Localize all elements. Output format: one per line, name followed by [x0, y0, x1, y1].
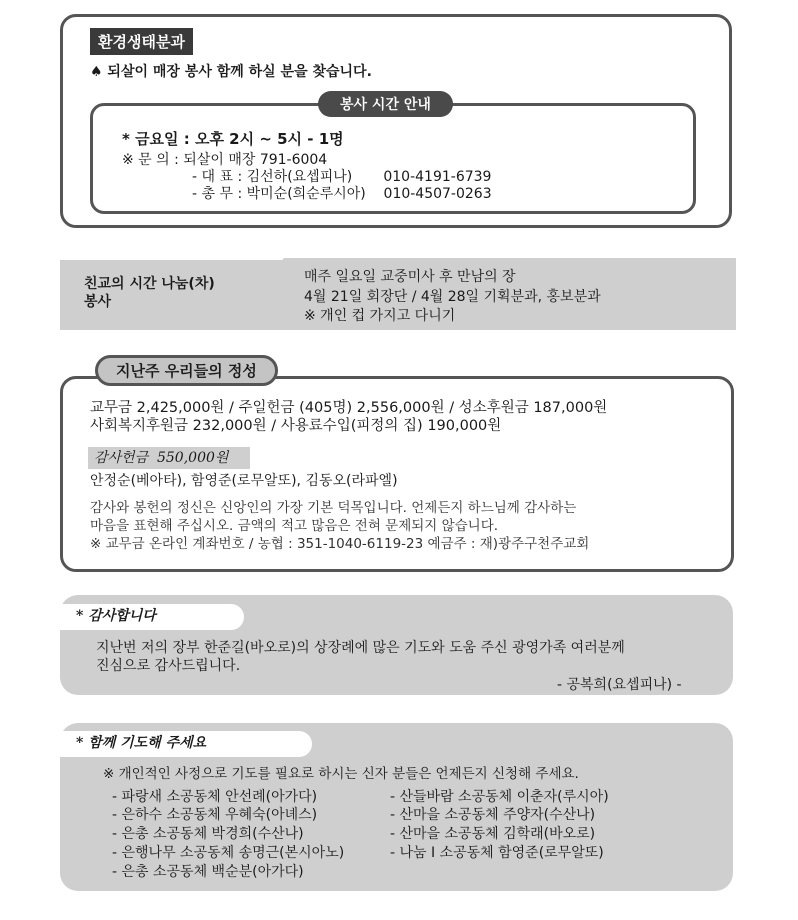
thanks-line-1: 지난번 저의 장부 한준길(바오로)의 상장례에 많은 기도와 도움 주신 광영가족 여러분께	[96, 640, 625, 656]
prayer-tab-label: * 함께 기도해 주세요	[76, 735, 207, 751]
prayer-left-2: - 은하수 소공동체 우혜숙(아녜스)	[112, 807, 318, 823]
offering-note-2: 마음을 표현해 주십시오. 금액의 적고 많음은 전혀 문제되지 않습니다.	[90, 518, 499, 534]
prayer-right-4: - 나눔 I 소공동체 함영준(로무알또)	[390, 845, 604, 861]
volunteer-time-pill: 봉사 시간 안내	[318, 91, 453, 117]
offering-note-3: ※ 교무금 온라인 계좌번호 / 농협 : 351-1040-6119-23 예금주 : 재)광주구천주교회	[90, 536, 590, 552]
eco-line-4: - 총 무 : 박미순(희순루시아) 010-4507-0263	[192, 186, 492, 202]
prayer-left-4: - 은행나무 소공동체 송명근(본시아노)	[112, 845, 345, 861]
thanks-offering-label: 감사헌금 550,000원	[94, 450, 229, 466]
fellowship-line-1: 매주 일요일 교중미사 후 만남의 장	[304, 269, 516, 285]
prayer-intro: ※ 개인적인 사정으로 기도를 필요로 하시는 신자 분들은 언제든지 신청해 주세요.	[103, 766, 579, 782]
eco-line-1: * 금요일 : 오후 2시 ~ 5시 - 1명	[122, 130, 344, 148]
prayer-right-2: - 산마을 소공동체 주양자(수산나)	[390, 807, 596, 823]
offering-pill: 지난주 우리들의 정성	[95, 355, 278, 386]
eco-line-3: - 대 표 : 김선하(요셉피나) 010-4191-6739	[192, 169, 492, 185]
prayer-right-1: - 산들바람 소공동체 이춘자(루시아)	[390, 789, 609, 805]
fellowship-line-2: 4월 21일 회장단 / 4월 28일 기획분과, 홍보분과	[304, 289, 601, 305]
prayer-left-1: - 파랑새 소공동체 안선례(아가다)	[112, 789, 318, 805]
thanks-signature: - 공복희(요셉피나) -	[557, 677, 682, 693]
thanks-line-2: 진심으로 감사드립니다.	[96, 658, 241, 674]
fellowship-title: 친교의 시간 나눔(차)	[84, 276, 215, 292]
eco-headline: ♠ 되살이 매장 봉사 함께 하실 분을 찾습니다.	[90, 64, 372, 80]
thanks-offering-names: 안정순(베아타), 함영준(로무알또), 김동오(라파엘)	[90, 473, 398, 489]
offering-line-1: 교무금 2,425,000원 / 주일헌금 (405명) 2,556,000원 / 성소후원금 187,000원	[90, 400, 608, 416]
fellowship-subtitle: 봉사	[84, 294, 112, 310]
prayer-left-3: - 은총 소공동체 박경희(수산나)	[112, 826, 304, 842]
eco-tag: 환경생태분과	[90, 28, 193, 55]
offering-line-2: 사회복지후원금 232,000원 / 사용료수입(피정의 집) 190,000원	[90, 418, 502, 434]
eco-line-2: ※ 문 의 : 되살이 매장 791-6004	[122, 152, 328, 168]
prayer-right-3: - 산마을 소공동체 김학래(바오로)	[390, 826, 596, 842]
offering-note-1: 감사와 봉헌의 정신은 신앙인의 가장 기본 덕목입니다. 언제든지 하느님께 감사하는	[90, 500, 577, 516]
prayer-left-5: - 은총 소공동체 백순분(아가다)	[112, 864, 304, 880]
fellowship-line-3: ※ 개인 컵 가지고 다니기	[304, 308, 456, 324]
thanks-tab-label: * 감사합니다	[76, 608, 156, 624]
